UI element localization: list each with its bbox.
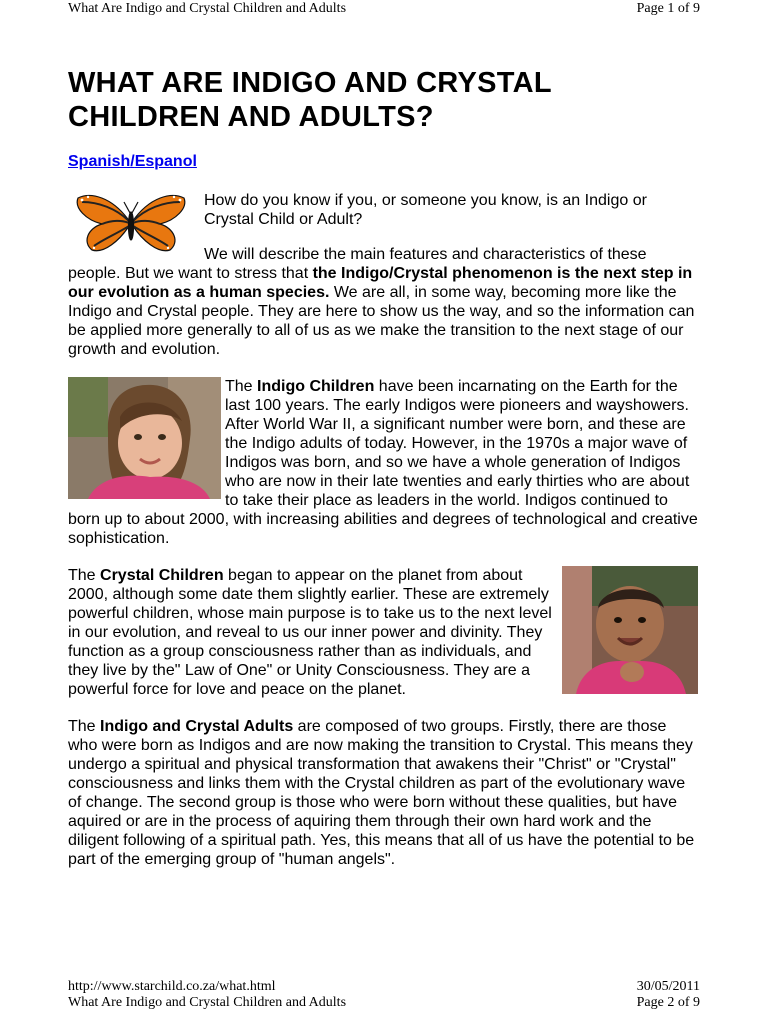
print-header-page: Page 1 of 9	[636, 1, 700, 16]
intro-question: How do you know if you, or someone you know, is an Indigo or Crystal Child or Adult?	[204, 192, 647, 228]
print-footer-date: 30/05/2011	[636, 979, 700, 994]
intro-paragraph: We will describe the main features and characteristics of these people. But we want to stress that the Indigo/Crystal phenomenon is the next step in our evolution as a human species. We are all, in some way, becoming more like the Indigo and Crystal people. They are here to show us the way, and so the information can be applied more generally to all of us as we make the transition to the next stage of our growth and evolution.	[68, 246, 695, 358]
butterfly-image	[72, 188, 190, 258]
spanish-link[interactable]: Spanish/Espanol	[68, 153, 197, 170]
page-title: WHAT ARE INDIGO AND CRYSTAL CHILDREN AND ADULTS?	[68, 67, 552, 133]
print-footer-title-row	[68, 995, 700, 1011]
crystal-children-section	[68, 566, 698, 699]
print-header	[68, 1, 700, 17]
article	[68, 66, 698, 869]
girl-photo	[68, 377, 221, 499]
indigo-children-section	[68, 377, 698, 548]
baby-photo	[562, 566, 698, 694]
print-footer-url-row	[68, 979, 700, 995]
print-header-title: What Are Indigo and Crystal Children and Adults	[68, 1, 347, 16]
indigo-paragraph: The Indigo Children have been incarnating on the Earth for the last 100 years. The early Indigos were pioneers and wayshowers. After World War II, a significant number were born, and these are the Indigo adults of today. However, in the 1970s a major wave of Indigos was born, and so we have a whole generation of Indigos who are now in their late twenties and early thirties who are about to take their place as leaders in the world. Indigos continued to born up to about 2000, with increasing abilities and degrees of technological and creative sophistication.	[68, 378, 698, 547]
intro-section	[68, 172, 698, 359]
adults-paragraph: The Indigo and Crystal Adults are composed of two groups. Firstly, there are those who were born as Indigos and are now making the transition to Crystal. This means they undergo a spiritual and physical transformation that awakens their "Christ" or "Crystal" consciousness and links them with the Crystal children as part of the evolutionary wave of change. The second group is those who were born without these qualities, but have aquired or are in the process of aquiring them through their own hard work and the diligent following of a spiritual path. Yes, this means that all of us have the potential to be part of the emerging group of "human angels".	[68, 718, 695, 868]
crystal-paragraph: The Crystal Children began to appear on the planet from about 2000, although some date them slightly earlier. These are extremely powerful children, whose main purpose is to take us to the next level in our evolution, and reveal to us our inner power and divinity. They function as a group consciousness rather than as individuals, and they live by the" Law of One" or Unity Consciousness. They are a powerful force for love and peace on the planet.	[68, 567, 552, 698]
adults-section	[68, 717, 698, 869]
print-footer-title: What Are Indigo and Crystal Children and Adults	[68, 995, 347, 1010]
print-footer-url: http://www.starchild.co.za/what.html	[68, 979, 276, 994]
print-footer-page: Page 2 of 9	[636, 995, 700, 1010]
